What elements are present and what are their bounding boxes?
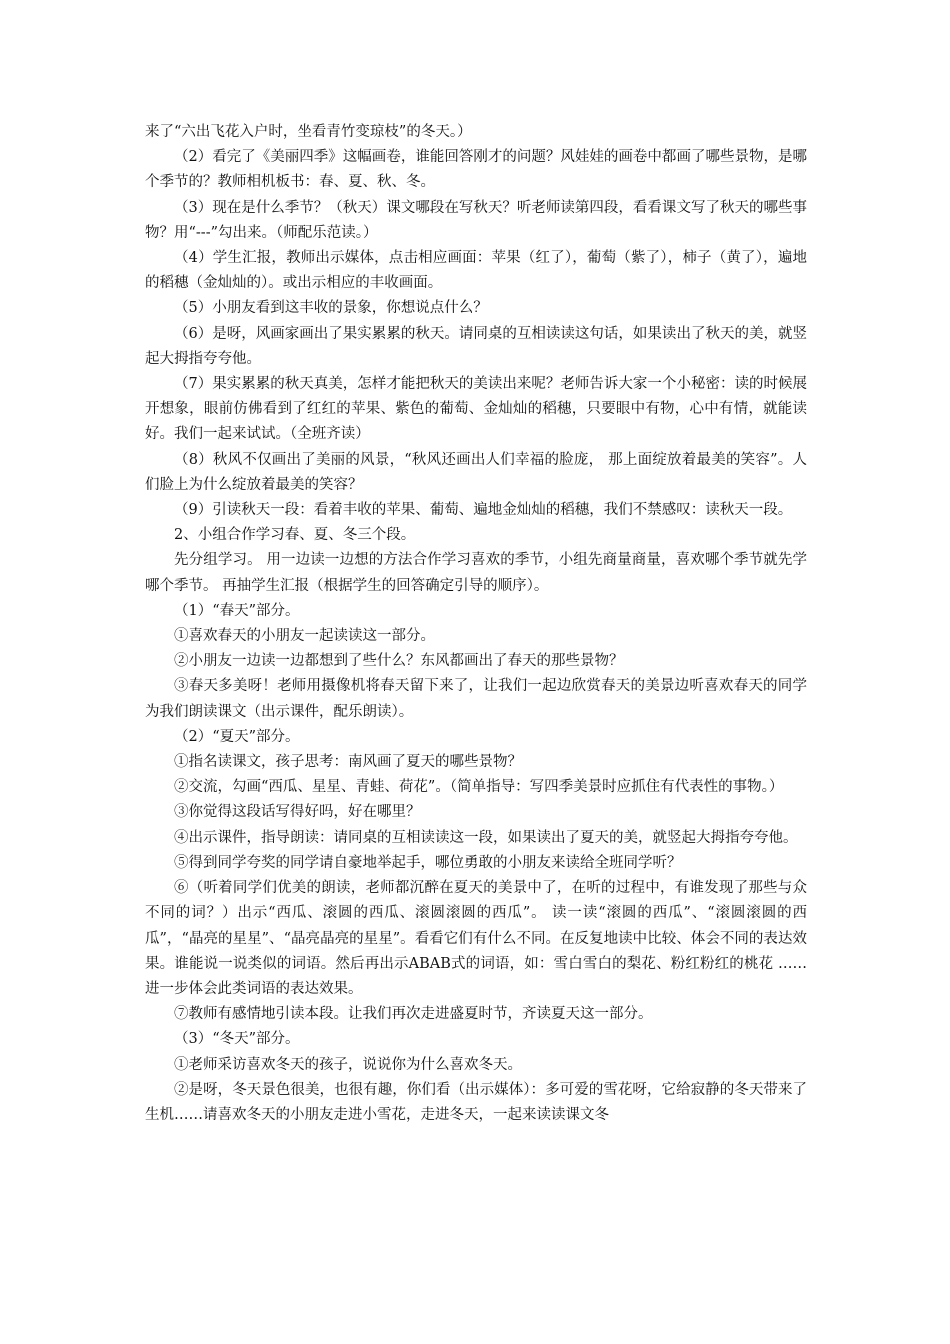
- paragraph: （6）是呀，风画家画出了果实累累的秋天。请同桌的互相读读这句话，如果读出了秋天的美，就竖起大拇指夸夸他。: [145, 325, 807, 367]
- paragraph: ③你觉得这段话写得好吗，好在哪里？: [174, 804, 421, 821]
- paragraph: （5）小朋友看到这丰收的景象，你想说点什么？: [174, 300, 488, 317]
- paragraph: （9）引读秋天一段：看着丰收的苹果、葡萄、遍地金灿灿的稻穗，我们不禁感叹：读秋天一段。: [174, 502, 793, 519]
- paragraph: ⑤得到同学夸奖的同学请自豪地举起手，哪位勇敢的小朋友来读给全班同学听？: [174, 854, 682, 871]
- document-page: [145, 120, 807, 1128]
- paragraph: ①老师采访喜欢冬天的孩子，说说你为什么喜欢冬天。: [174, 1056, 522, 1073]
- paragraph: 先分组学习。 用一边读一边想的方法合作学习喜欢的季节，小组先商量商量，喜欢哪个季节就先学哪个季节。 再抽学生汇报（根据学生的回答确定引导的顺序）。: [145, 552, 807, 594]
- paragraph: （4）学生汇报，教师出示媒体，点击相应画面：苹果（红了），葡萄（紫了），柿子（黄了），遍地的稻穗（金灿灿的）。或出示相应的丰收画面。: [145, 250, 807, 292]
- subsection-heading: （2）“夏天”部分。: [174, 728, 300, 745]
- paragraph: ②小朋友一边读一边都想到了些什么？东风都画出了春天的那些景物？: [174, 653, 624, 670]
- subsection-heading: （1）“春天”部分。: [174, 602, 300, 619]
- paragraph: （8）秋风不仅画出了美丽的风景，“秋风还画出人们幸福的脸庞， 那上面绽放着最美的笑容”。人们脸上为什么绽放着最美的笑容？: [145, 451, 807, 493]
- paragraph: 来了“六出飞花入户时，坐看青竹变琼枝”的冬天。）: [145, 124, 472, 140]
- paragraph: （3）现在是什么季节？（秋天）课文哪段在写秋天？听老师读第四段，看看课文写了秋天的哪些事物？用“---”勾出来。（师配乐范读。）: [145, 199, 807, 241]
- paragraph: ⑥（听着同学们优美的朗读，老师都沉醉在夏天的美景中了，在听的过程中，有谁发现了那些与众不同的词？）出示“西瓜、滚圆的西瓜、滚圆滚圆的西瓜”。 读一读“滚圆的西瓜”、“滚圆滚圆的西瓜”，“晶亮的星星”、“晶亮晶亮的星星”。看看它们有什么不同。在反复地读中比较、体会不同的表达效果。谁能说一说类似的词语。然后再出示ABAB式的词语，如：雪白雪白的梨花、粉红粉红的桃花 ……进一步体会此类词语的表达效果。: [145, 880, 808, 997]
- paragraph: ⑦教师有感情地引读本段。让我们再次走进盛夏时节，齐读夏天这一部分。: [174, 1006, 653, 1023]
- paragraph: ②交流，勾画“西瓜、星星、青蛙、荷花”。（简单指导：写四季美景时应抓住有代表性的事物。）: [174, 779, 784, 796]
- paragraph: ①指名读课文，孩子思考：南风画了夏天的哪些景物？: [174, 754, 522, 771]
- subsection-heading: （3）“冬天”部分。: [174, 1031, 300, 1048]
- paragraph: （7）果实累累的秋天真美，怎样才能把秋天的美读出来呢？老师告诉大家一个小秘密：读的时候展开想象，眼前仿佛看到了红红的苹果、紫色的葡萄、金灿灿的稻穗，只要眼中有物，心中有情，就能读好。我们一起来试试。（全班齐读）: [145, 376, 807, 443]
- paragraph: ③春天多美呀！老师用摄像机将春天留下来了，让我们一起边欣赏春天的美景边听喜欢春天的同学为我们朗读课文（出示课件，配乐朗读）。: [145, 678, 807, 720]
- section-heading: 2、小组合作学习春、夏、冬三个段。: [174, 527, 416, 544]
- paragraph: ①喜欢春天的小朋友一起读读这一部分。: [174, 628, 435, 645]
- paragraph: （2）看完了《美丽四季》这幅画卷，谁能回答刚才的问题？风娃娃的画卷中都画了哪些景物，是哪个季节的？教师相机板书：春、夏、秋、冬。: [145, 149, 807, 191]
- paragraph: ②是呀，冬天景色很美，也很有趣，你们看（出示媒体）：多可爱的雪花呀，它给寂静的冬天带来了生机……请喜欢冬天的小朋友走进小雪花，走进冬天，一起来读读课文冬: [145, 1081, 807, 1123]
- paragraph: ④出示课件，指导朗读：请同桌的互相读读这一段，如果读出了夏天的美，就竖起大拇指夸夸他。: [174, 829, 798, 846]
